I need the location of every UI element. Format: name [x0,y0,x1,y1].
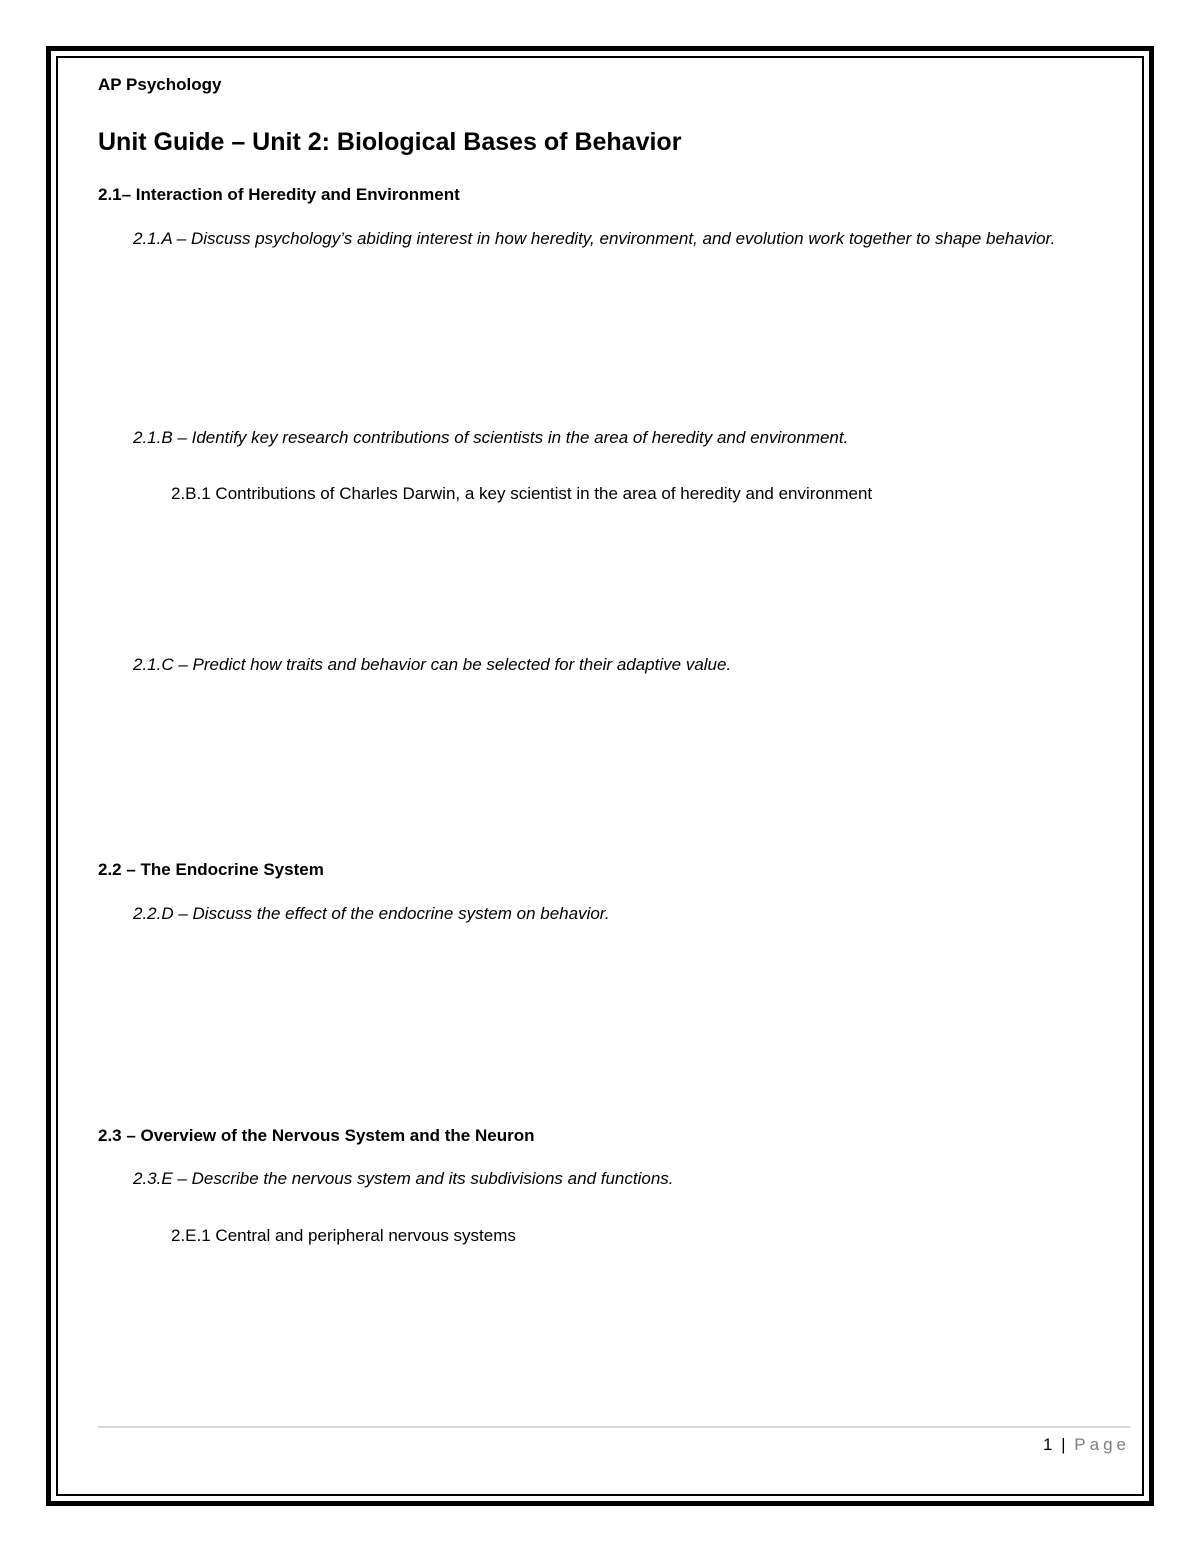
section-heading: 2.3 – Overview of the Nervous System and the Neuron [98,1126,535,1145]
objective-subitem: 2.B.1 Contributions of Charles Darwin, a key scientist in the area of heredity and environment [171,484,873,503]
objective-subitem: 2.E.1 Central and peripheral nervous systems [171,1226,516,1245]
page-title: Unit Guide – Unit 2: Biological Bases of Behavior [98,128,682,156]
objective-text: 2.1.C – Predict how traits and behavior can be selected for their adaptive value. [133,655,732,674]
objective-text: 2.1.A – Discuss psychology’s abiding interest in how heredity, environment, and evolution work together to shape behavior. [133,229,1056,248]
page-number-separator: | [1061,1435,1066,1454]
objective-text: 2.3.E – Describe the nervous system and its subdivisions and functions. [133,1169,674,1188]
page-number [1043,1435,1130,1455]
section-heading: 2.1– Interaction of Heredity and Environment [98,185,460,204]
page-label: Page [1074,1435,1130,1454]
page-border-inner [56,56,1144,1496]
course-name: AP Psychology [98,75,222,94]
objective-text: 2.1.B – Identify key research contributions of scientists in the area of heredity and environment. [133,428,849,447]
footer-divider [98,1426,1130,1428]
page-number-value: 1 [1042,1435,1053,1454]
objective-text: 2.2.D – Discuss the effect of the endocrine system on behavior. [133,904,610,923]
section-heading: 2.2 – The Endocrine System [98,860,324,879]
